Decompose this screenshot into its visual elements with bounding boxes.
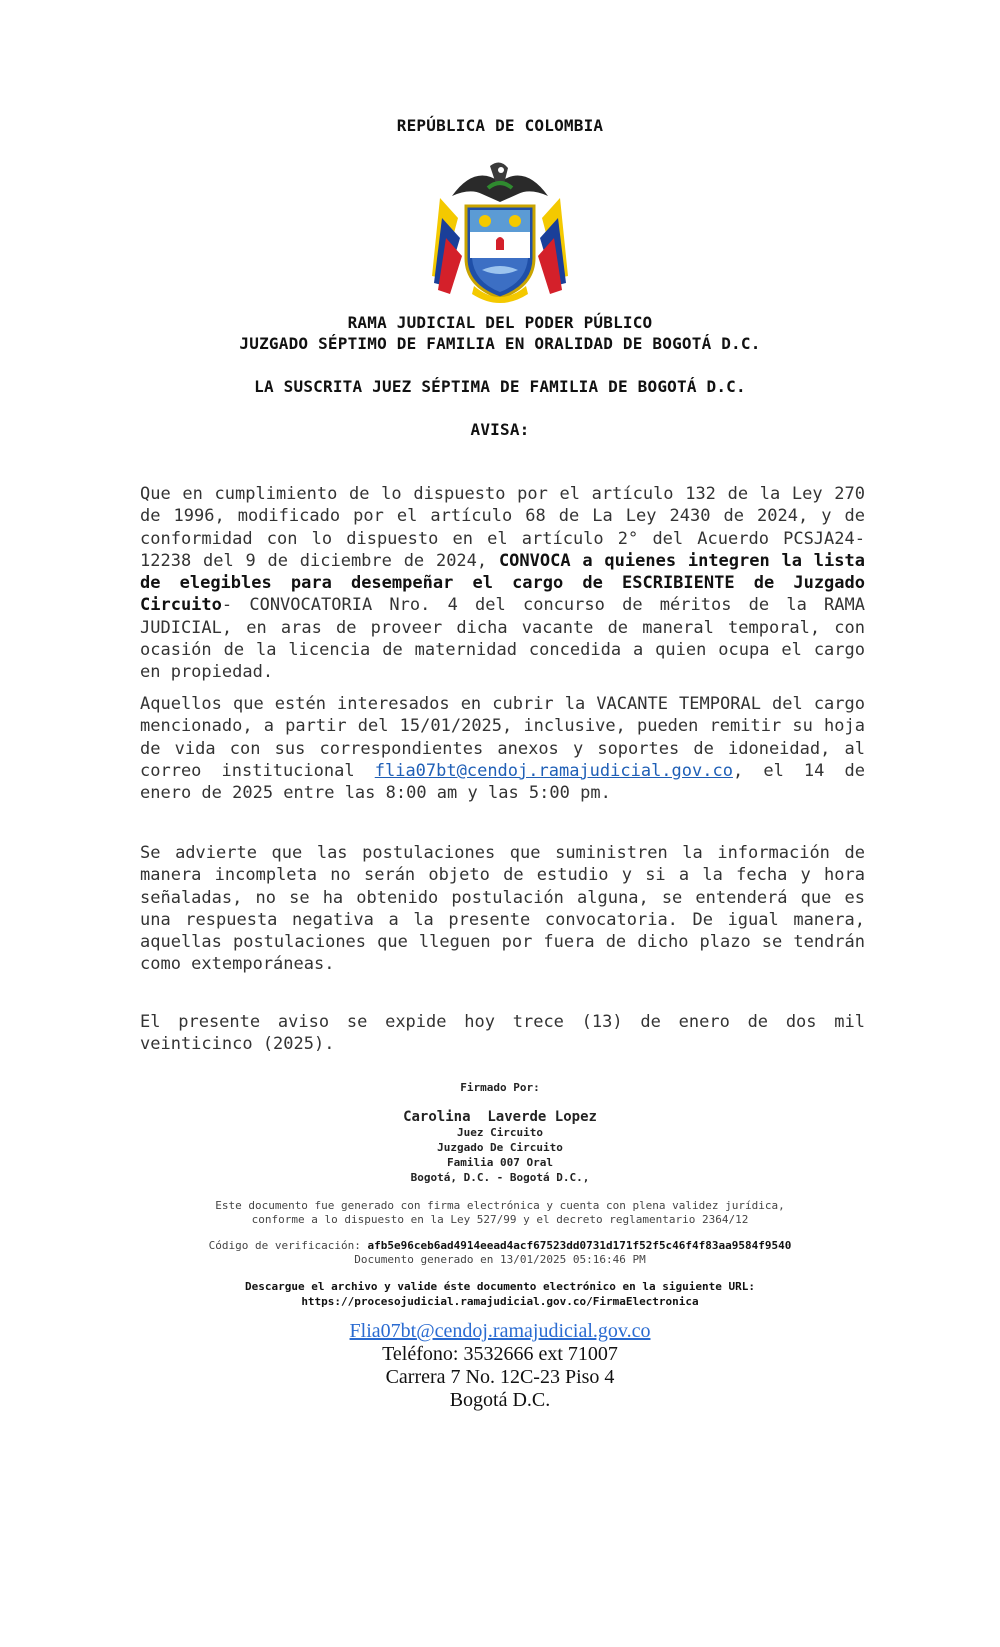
p1-rest: - CONVOCATORIA Nro. 4 del concurso de méritos de la RAMA JUDICIAL, en aras de proveer dicha vacante de maneral temporal, con ocasión de la licencia de maternidad concedida a quien ocupa el cargo en propiedad.: [140, 595, 865, 683]
paragraph-2: [140, 693, 865, 804]
p4-text: El presente aviso se expide hoy trece (13) de enero de dos mil veinticinco (2025).: [140, 1012, 865, 1055]
p3-text: Se advierte que las postulaciones que suministren la información de manera incompleta no serán objeto de estudio y si a la fecha y hora señaladas, no se ha obtenido postulación alguna, se entenderá que es una respuesta negativa a la presente convocatoria. De igual manera, aquellas postulaciones que lleguen por fuera de dicho plazo se tendrán como extemporáneas.: [140, 843, 865, 975]
contact-phone: Teléfono: 3532666 ext 71007: [382, 1343, 618, 1365]
verification-code-value: afb5e96ceb6ad4914eead4acf67523dd0731d171f52f5c46f4f83aa9584f9540: [367, 1239, 792, 1252]
coat-of-arms-emblem: [430, 158, 570, 308]
p1-text: Que en cumplimiento de lo dispuesto por el artículo 132 de la Ley 270 de 1996, modificado por el artículo 68 de La Ley 2430 de 2024, y de conformidad con lo dispuesto en el artículo 2° del Acuerdo PCSJA24- 12238 del 9 de diciembre de 2024,: [140, 484, 865, 571]
p1-bold: CONVOCA a quienes integren la lista de elegibles para desempeñar el cargo de ESCRIBIENTE de Juzgado Circuito: [140, 550, 865, 616]
paragraph-1: [140, 483, 865, 684]
email-link[interactable]: flia07bt@cendoj.ramajudicial.gov.co: [374, 760, 733, 781]
contact-footer: [0, 1320, 1000, 1412]
generated-timestamp: Documento generado en 13/01/2025 05:16:46 PM: [354, 1253, 646, 1266]
notice-heading: AVISA:: [470, 420, 530, 439]
court-heading: JUZGADO SÉPTIMO DE FAMILIA EN ORALIDAD DE BOGOTÁ D.C.: [239, 334, 761, 353]
download-instructions: Descargue el archivo y valide éste documento electrónico en la siguiente URL:: [245, 1280, 755, 1293]
contact-address: Carrera 7 No. 12C-23 Piso 4: [385, 1366, 615, 1388]
p2-text: Aquellos que estén interesados en cubrir la VACANTE TEMPORAL del cargo mencionado, a partir del 15/01/2025, inclusive, pueden remitir su hoja de vida con sus correspondientes anexos y soportes de idoneidad, al correo institucional: [140, 694, 865, 781]
paragraph-4: [140, 1011, 865, 1056]
signed-by-label: Firmado Por:: [460, 1081, 540, 1094]
signer-city: Bogotá, D.C. - Bogotá D.C.,: [410, 1171, 590, 1184]
contact-city: Bogotá D.C.: [449, 1389, 551, 1411]
validation-url[interactable]: https://procesojudicial.ramajudicial.gov.co/FirmaElectronica: [301, 1295, 699, 1308]
validity-line-2: conforme a lo dispuesto en la Ley 527/99 y el decreto reglamentario 2364/12: [251, 1213, 749, 1226]
verification-code-label: Código de verificación:: [208, 1239, 368, 1252]
contact-email-link[interactable]: Flia07bt@cendoj.ramajudicial.gov.co: [349, 1320, 651, 1342]
signer-name: Carolina Laverde Lopez: [403, 1109, 597, 1125]
p2-rest: , el 14 de enero de 2025 entre las 8:00 am y las 5:00 pm.: [140, 760, 865, 804]
validity-line-1: Este documento fue generado con firma electrónica y cuenta con plena validez jurídica,: [215, 1199, 785, 1212]
signer-court: Juzgado De Circuito: [437, 1141, 563, 1154]
signer-title: Juez Circuito: [456, 1126, 544, 1139]
paragraph-3: [140, 842, 865, 976]
signature-block: [0, 1080, 1000, 1309]
signer-unit: Familia 007 Oral: [447, 1156, 553, 1169]
subscriber-heading: LA SUSCRITA JUEZ SÉPTIMA DE FAMILIA DE BOGOTÁ D.C.: [254, 377, 746, 396]
verification-code: [0, 1239, 1000, 1253]
branch-heading: RAMA JUDICIAL DEL PODER PÚBLICO: [347, 313, 653, 332]
country-heading: REPÚBLICA DE COLOMBIA: [396, 116, 604, 135]
